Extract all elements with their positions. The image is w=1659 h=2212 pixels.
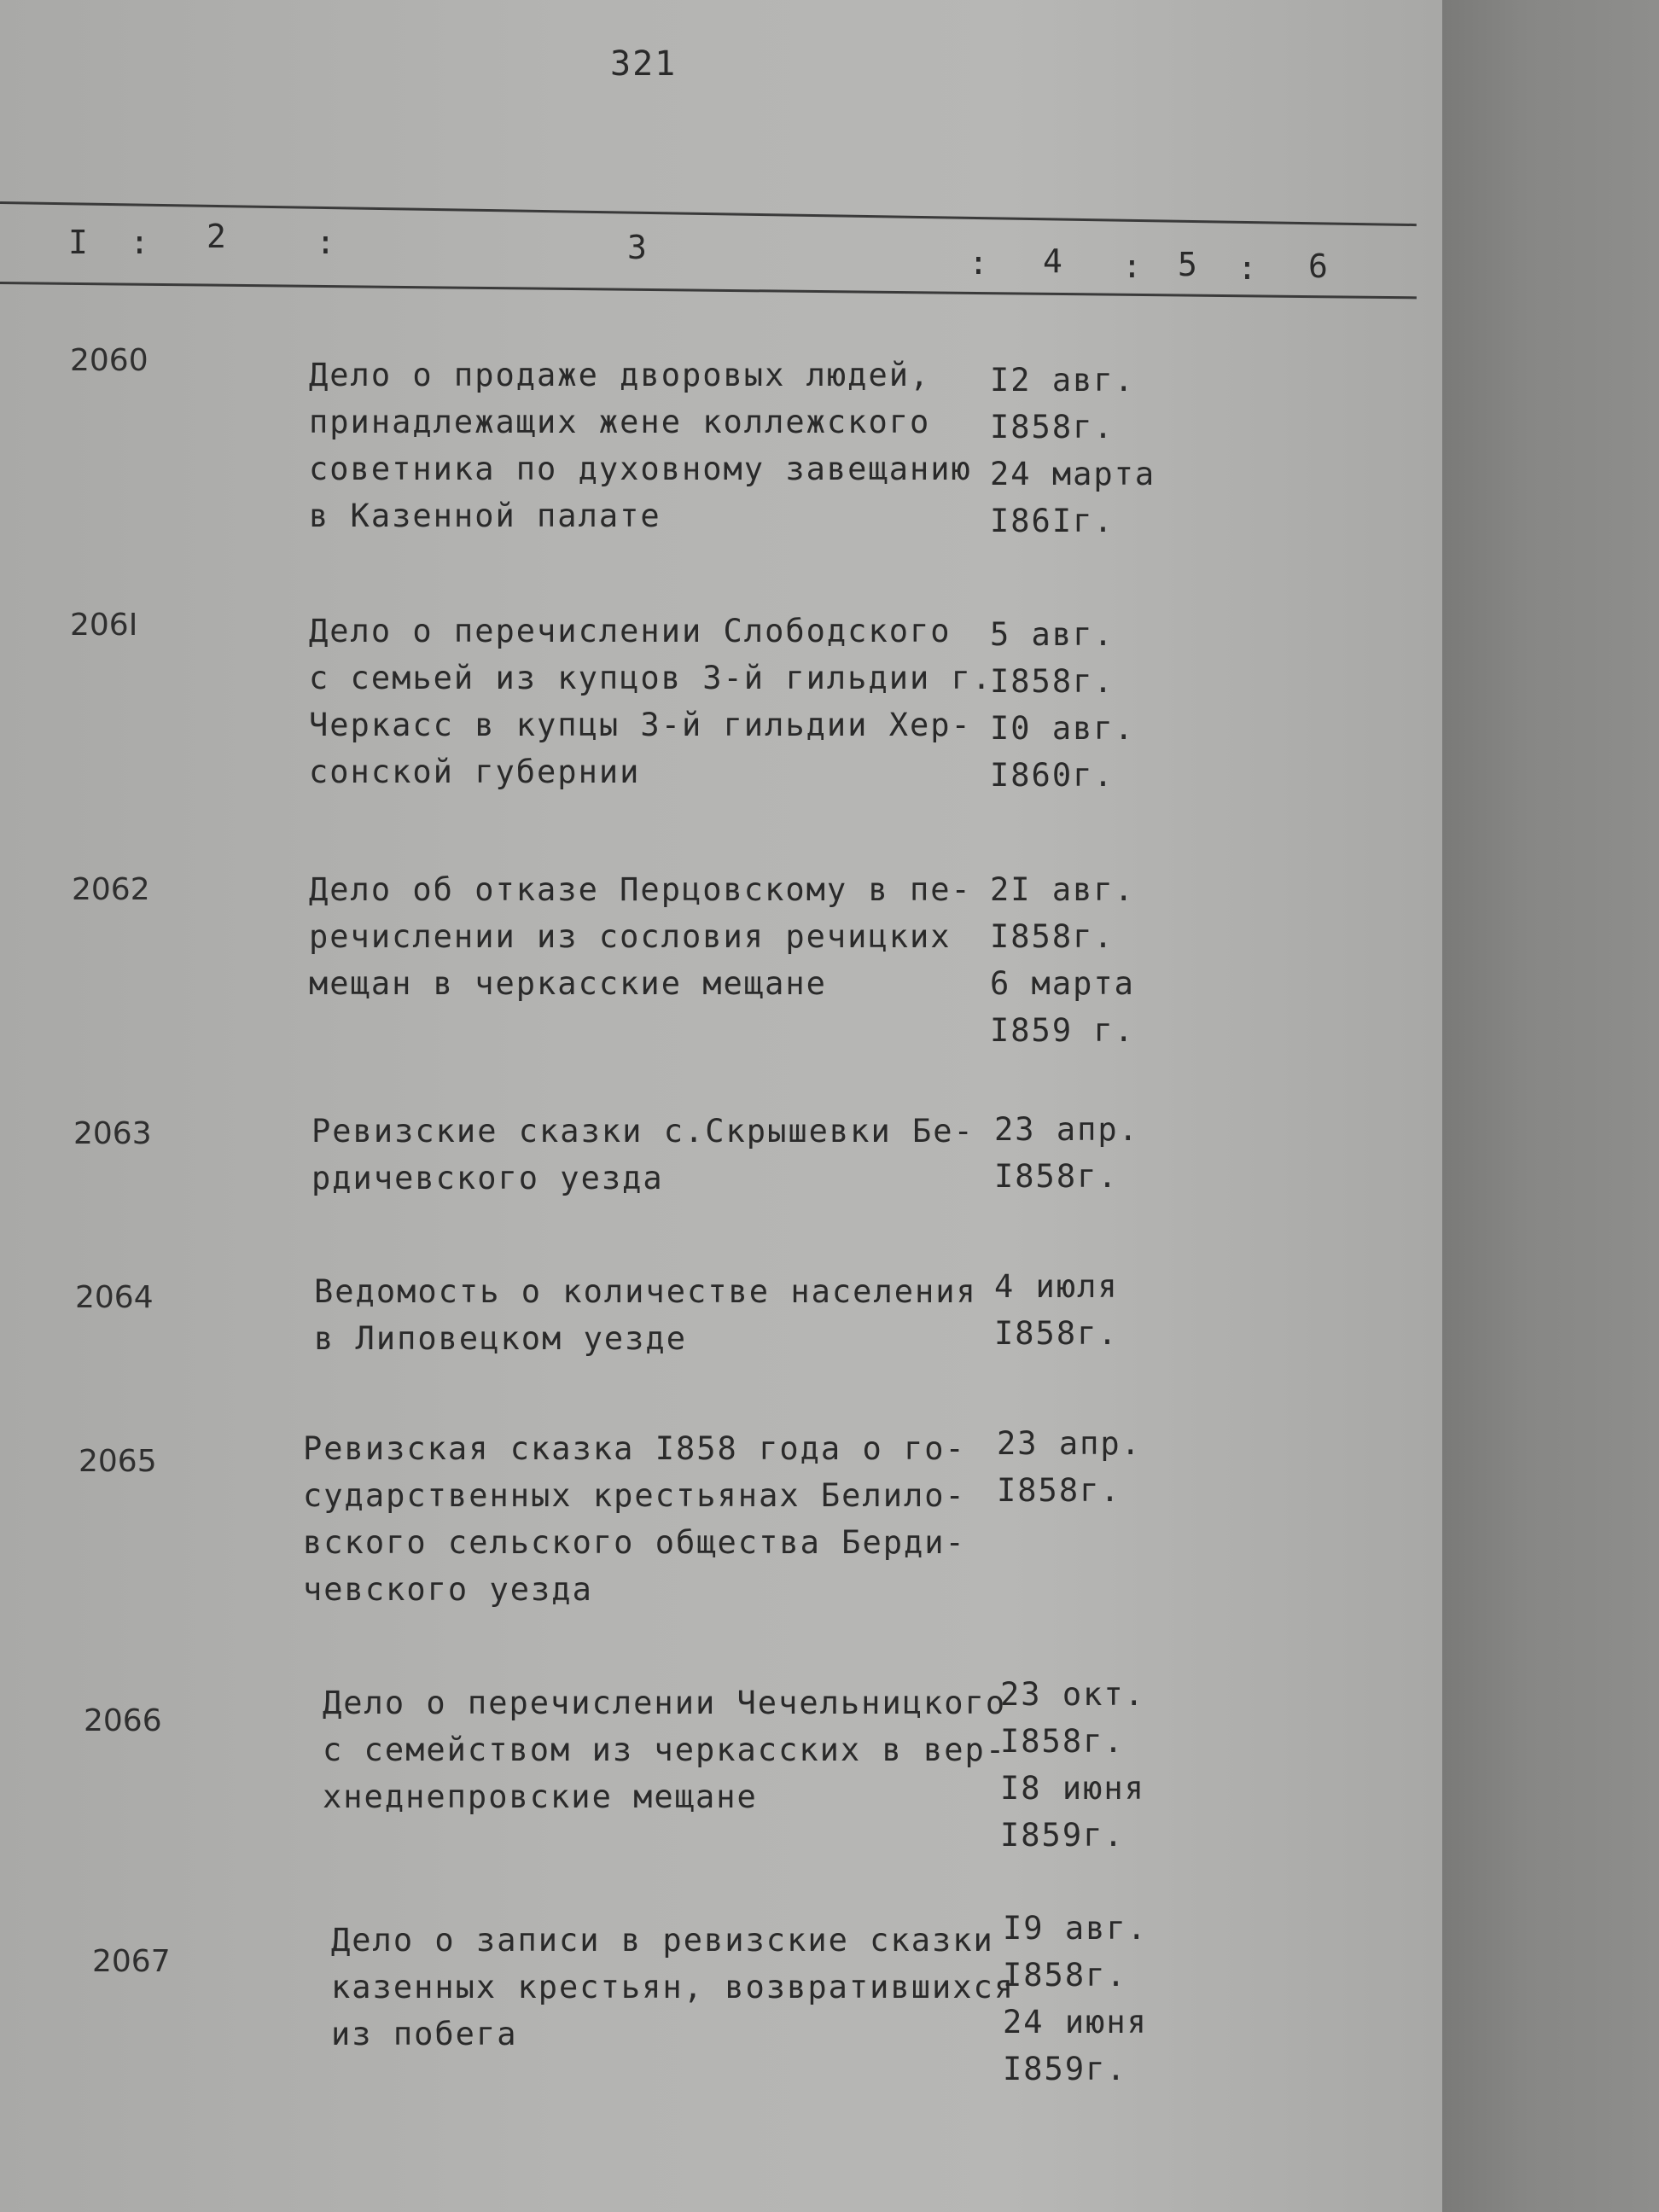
entry-title bbox=[309, 866, 972, 1007]
entry-dates bbox=[1003, 1905, 1148, 2093]
entry-number: 2067 bbox=[92, 1944, 171, 1979]
entry-title bbox=[331, 1917, 1015, 2058]
column-separator: : bbox=[1122, 247, 1144, 285]
title-line: Ревизская сказка I858 года о го- bbox=[303, 1430, 966, 1467]
date-line: I858г. bbox=[994, 1315, 1119, 1352]
entry-dates bbox=[990, 611, 1135, 799]
entry-dates bbox=[994, 1263, 1119, 1357]
column-header-4: 4 bbox=[1043, 242, 1064, 280]
entry-number: 2063 bbox=[73, 1116, 152, 1151]
title-line: Дело об отказе Перцовскому в пе- bbox=[309, 871, 972, 908]
entry-dates bbox=[997, 1420, 1142, 1514]
date-line: I858г. bbox=[994, 1158, 1119, 1195]
title-line: в Липовецком уезде bbox=[314, 1320, 687, 1357]
column-separator: : bbox=[1237, 249, 1259, 287]
title-line: Черкасс в купцы 3-й гильдии Хер- bbox=[309, 707, 972, 743]
date-line: I9 авг. bbox=[1003, 1910, 1148, 1947]
date-line: 23 окт. bbox=[1000, 1676, 1145, 1713]
date-line: I858г. bbox=[990, 409, 1115, 445]
page-number: 321 bbox=[610, 44, 678, 84]
header-rule-bottom bbox=[0, 282, 1417, 299]
entry-dates bbox=[994, 1106, 1139, 1200]
column-header-1: I bbox=[68, 224, 90, 261]
entry-number: 206I bbox=[70, 608, 138, 643]
title-line: Дело о перечислении Слободского bbox=[309, 613, 952, 649]
entry-title bbox=[309, 352, 972, 539]
date-line: I2 авг. bbox=[990, 362, 1135, 399]
title-line: чевского уезда bbox=[303, 1571, 593, 1608]
date-line: I860г. bbox=[990, 757, 1115, 794]
entry-title bbox=[314, 1268, 977, 1362]
title-line: Ведомость о количестве населения bbox=[314, 1273, 977, 1310]
date-line: I86Iг. bbox=[990, 503, 1115, 539]
title-line: сонской губернии bbox=[309, 754, 641, 790]
entry-dates bbox=[990, 866, 1135, 1054]
column-header-3: 3 bbox=[627, 229, 649, 266]
date-line: I859г. bbox=[1000, 1817, 1125, 1854]
title-line: рдичевского уезда bbox=[311, 1160, 664, 1196]
entry-title bbox=[303, 1425, 966, 1613]
title-line: Дело о перечислении Чечельницкого bbox=[323, 1685, 1007, 1721]
title-line: мещан в черкасские мещане bbox=[309, 965, 827, 1002]
title-line: из побега bbox=[331, 2016, 518, 2052]
entry-number: 2060 bbox=[70, 343, 148, 378]
entry-dates bbox=[1000, 1671, 1145, 1859]
entry-title bbox=[311, 1108, 975, 1202]
date-line: I858г. bbox=[990, 663, 1115, 700]
date-line: I0 авг. bbox=[990, 710, 1135, 747]
title-line: в Казенной палате bbox=[309, 498, 661, 534]
entry-title bbox=[323, 1679, 1006, 1820]
date-line: I859 г. bbox=[990, 1012, 1135, 1049]
title-line: вского сельского общества Берди- bbox=[303, 1524, 966, 1561]
title-line: речислении из сословия речицких bbox=[309, 918, 952, 955]
title-line: советника по духовному завещанию bbox=[309, 451, 972, 487]
date-line: 2I авг. bbox=[990, 871, 1135, 908]
entry-number: 2066 bbox=[84, 1703, 162, 1738]
column-header-6: 6 bbox=[1308, 247, 1330, 285]
date-line: I858г. bbox=[1003, 1957, 1127, 1994]
entry-number: 2062 bbox=[72, 872, 150, 907]
date-line: I859г. bbox=[1003, 2051, 1127, 2087]
title-line: хнеднепровские мещане bbox=[323, 1778, 758, 1815]
column-separator: : bbox=[969, 244, 990, 282]
column-header-5: 5 bbox=[1178, 246, 1199, 283]
title-line: Дело о продаже дворовых людей, bbox=[309, 357, 931, 393]
title-line: с семьей из купцов 3-й гильдии г. bbox=[309, 660, 993, 696]
date-line: I858г. bbox=[1000, 1723, 1125, 1760]
date-line: 4 июля bbox=[994, 1268, 1119, 1305]
title-line: Дело о записи в ревизские сказки bbox=[331, 1922, 994, 1959]
title-line: сударственных крестьянах Белило- bbox=[303, 1477, 966, 1514]
date-line: 5 авг. bbox=[990, 616, 1115, 653]
title-line: принадлежащих жене коллежского bbox=[309, 404, 931, 440]
title-line: с семейством из черкасских в вер- bbox=[323, 1732, 1007, 1768]
column-separator: : bbox=[316, 224, 337, 261]
date-line: 24 июня bbox=[1003, 2004, 1148, 2040]
date-line: I8 июня bbox=[1000, 1770, 1145, 1807]
date-line: 24 марта bbox=[990, 456, 1156, 492]
entry-title bbox=[309, 608, 992, 795]
column-separator: : bbox=[130, 224, 151, 261]
date-line: 6 марта bbox=[990, 965, 1135, 1002]
title-line: казенных крестьян, возвратившихся bbox=[331, 1969, 1016, 2005]
date-line: 23 апр. bbox=[997, 1425, 1142, 1462]
entry-dates bbox=[990, 357, 1155, 544]
date-line: I858г. bbox=[990, 918, 1115, 955]
column-header-2: 2 bbox=[207, 218, 228, 255]
entry-number: 2065 bbox=[79, 1444, 157, 1479]
underlying-page-edge bbox=[1442, 0, 1659, 2212]
date-line: 23 апр. bbox=[994, 1111, 1139, 1148]
date-line: I858г. bbox=[997, 1472, 1121, 1509]
entry-number: 2064 bbox=[75, 1280, 154, 1315]
title-line: Ревизские сказки с.Скрышевки Бе- bbox=[311, 1113, 975, 1150]
